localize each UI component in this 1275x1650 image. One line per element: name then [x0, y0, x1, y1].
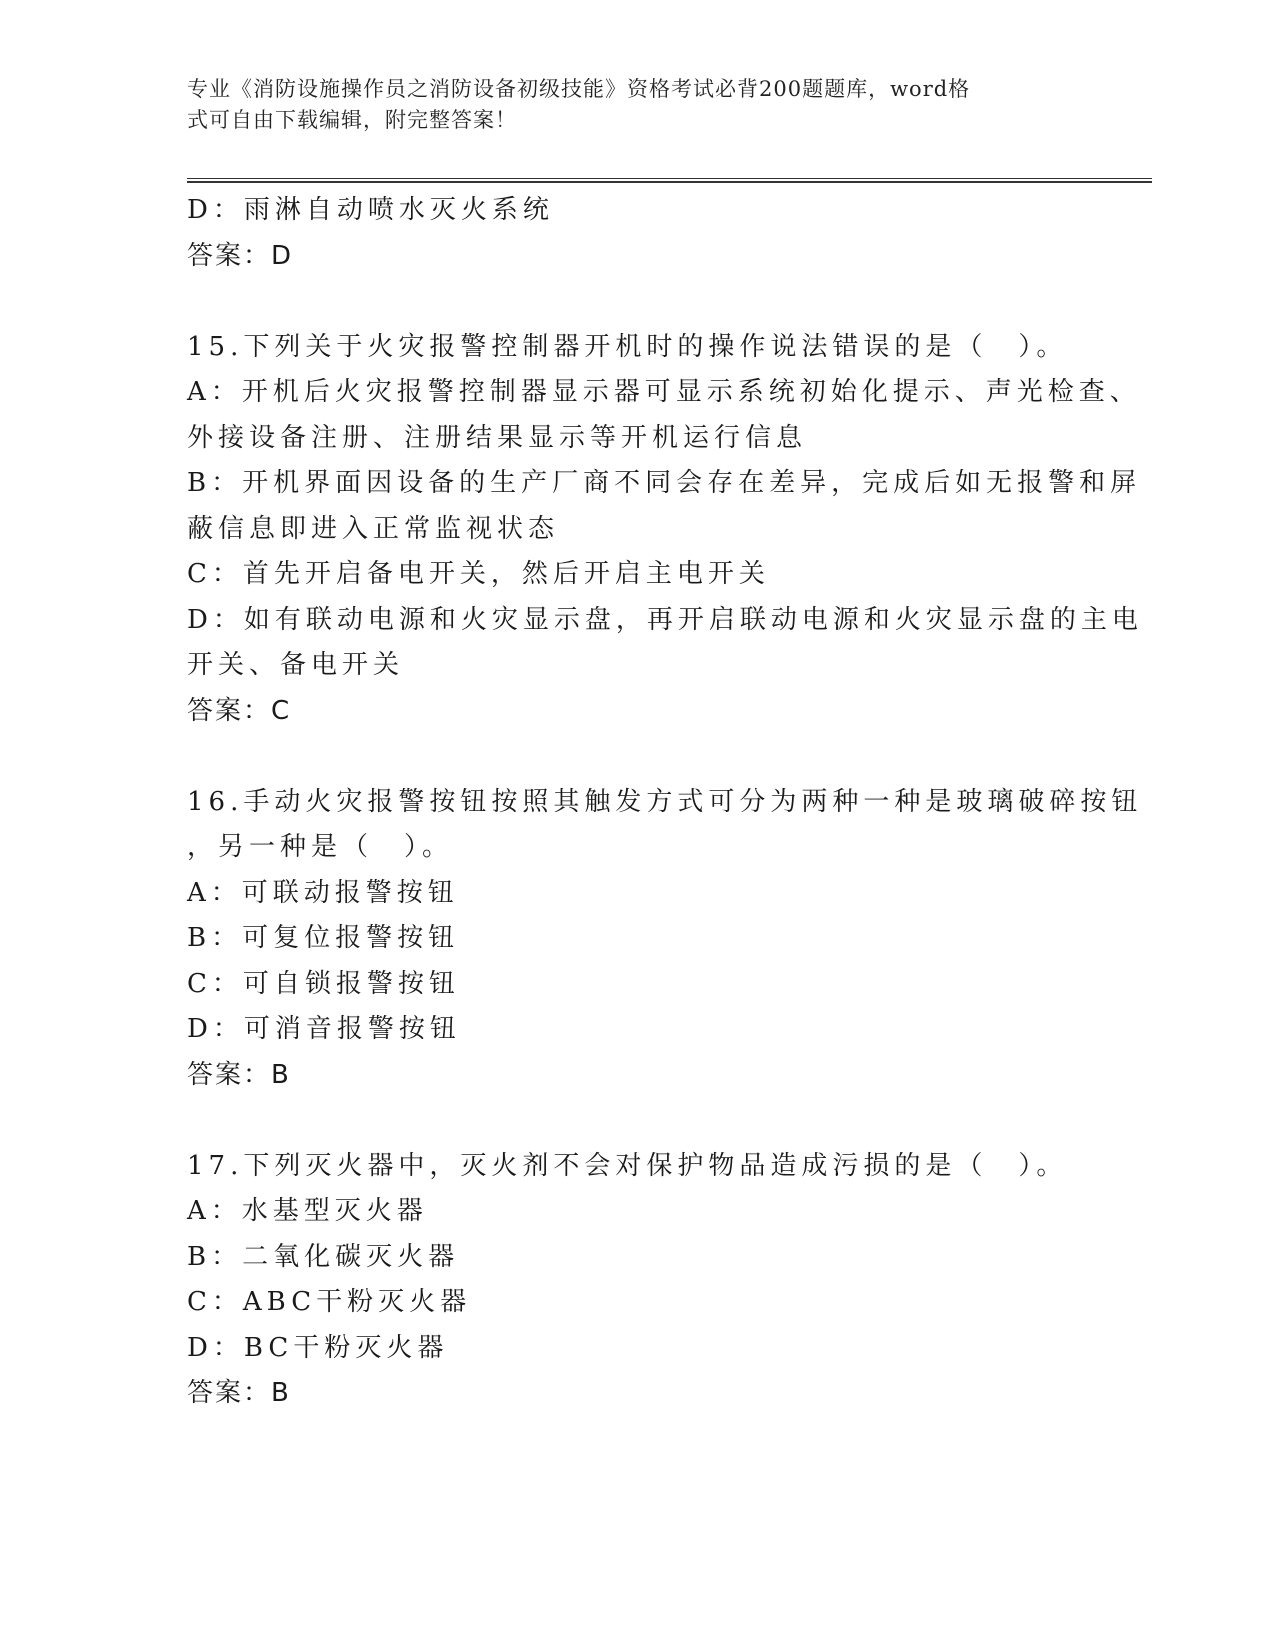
option-a: A：开机后火灾报警控制器显示器可显示系统初始化提示、声光检查、 [187, 377, 1141, 407]
spacer [187, 734, 1087, 780]
option-d: D：可消音报警按钮 [187, 1014, 461, 1044]
question-17 [187, 1144, 1087, 1417]
option-c: C：可自锁报警按钮 [187, 968, 460, 999]
question-stem: 16.手动火灾报警按钮按照其触发方式可分为两种一种是玻璃破碎按钮 [187, 786, 1143, 817]
question-stem: 17.下列灭火器中，灭火剂不会对保护物品造成污损的是（ ）。 [187, 1150, 1068, 1181]
option-c: C：首先开启备电开关，然后开启主电开关 [187, 559, 770, 589]
option-b: B：可复位报警按钮 [187, 923, 460, 953]
header-line-2: 式可自由下载编辑，附完整答案！ [187, 108, 517, 132]
question-15 [187, 325, 1143, 735]
option-d: D：如有联动电源和火灾显示盘，再开启联动电源和火灾显示盘的主电 [187, 604, 1143, 635]
option-c: C：ABC干粉灭火器 [187, 1287, 472, 1317]
option-d: D：雨淋自动喷水灭火系统 [187, 195, 554, 225]
answer: 答案：B [187, 1059, 291, 1090]
document-header [187, 74, 1087, 136]
option-a: A：可联动报警按钮 [187, 877, 459, 908]
answer: 答案：C [187, 695, 292, 726]
answer: 答案：B [187, 1378, 291, 1408]
spacer [187, 279, 1087, 325]
question-16 [187, 780, 1143, 1099]
question-stem-cont: ，另一种是（ ）。 [187, 832, 454, 862]
header-line-1: 专业《消防设施操作员之消防设备初级技能》资格考试必背200题题库，word格 [187, 77, 971, 101]
option-b: B：二氧化碳灭火器 [187, 1241, 460, 1272]
option-d-cont: 开关、备电开关 [187, 650, 405, 680]
header-rule [187, 178, 1152, 183]
option-b: B：开机界面因设备的生产厂商不同会存在差异，完成后如无报警和屏 [187, 468, 1142, 498]
answer: 答案：D [187, 240, 294, 271]
question-stem: 15.下列关于火灾报警控制器开机时的操作说法错误的是（ ）。 [187, 331, 1068, 362]
option-d: D：BC干粉灭火器 [187, 1332, 449, 1363]
question-list [187, 188, 1143, 1417]
spacer [187, 1098, 1087, 1144]
option-b-cont: 蔽信息即进入正常监视状态 [187, 513, 560, 544]
option-a-cont: 外接设备注册、注册结果显示等开机运行信息 [187, 422, 808, 453]
option-a: A：水基型灭火器 [187, 1196, 428, 1226]
